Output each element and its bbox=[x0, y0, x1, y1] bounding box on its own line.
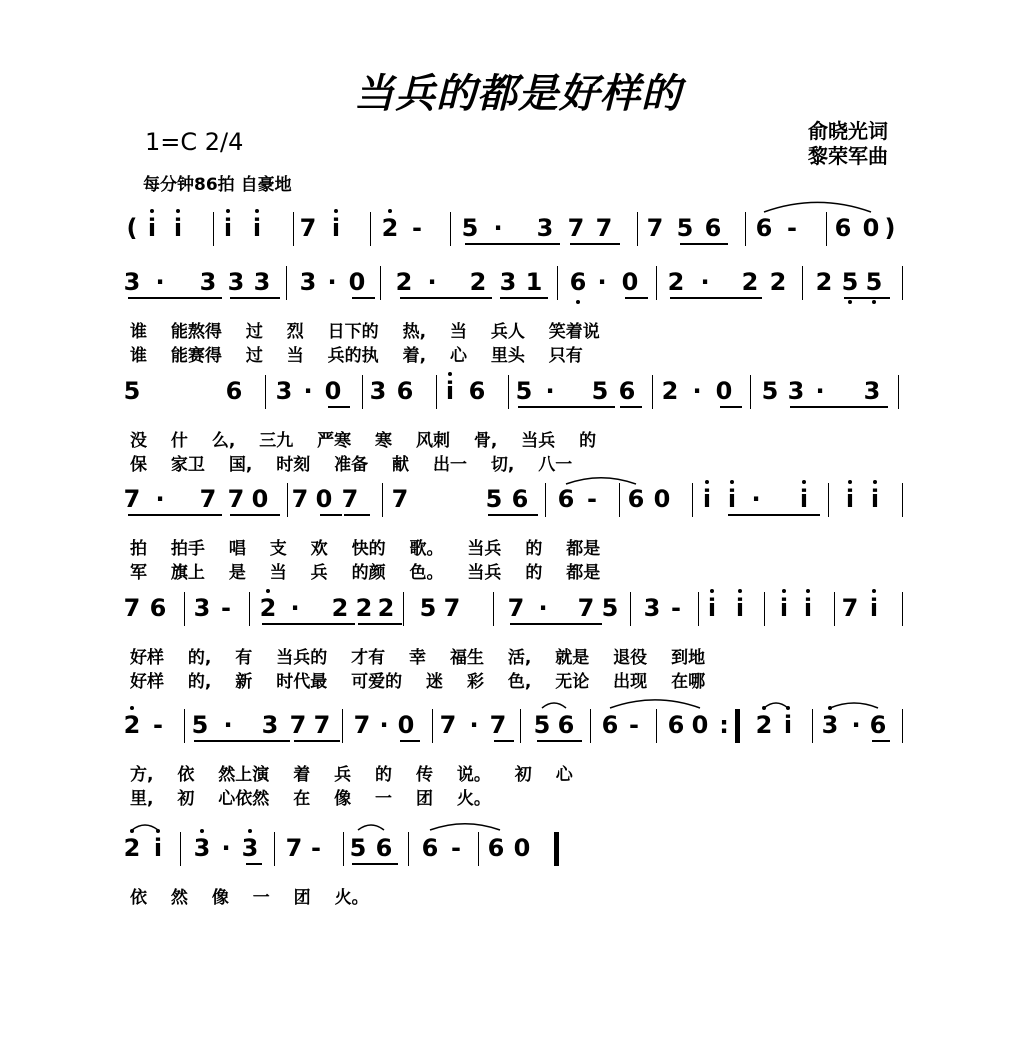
lyric-line: 没 什 么, 三九 严寒 寒 风刺 骨, 当兵 的 bbox=[130, 431, 597, 451]
lyricist: 俞晓光词 bbox=[808, 119, 888, 143]
lyric-line: 好样 的, 新 时代最 可爱的 迷 彩 色, 无论 出现 在哪 bbox=[130, 672, 706, 692]
jianpu-note: 2 bbox=[469, 268, 487, 296]
jianpu-note: · bbox=[223, 711, 233, 739]
jianpu-note: i bbox=[331, 214, 341, 242]
jianpu-note: 6 bbox=[375, 834, 393, 862]
jianpu-note: · bbox=[597, 268, 607, 296]
jianpu-note: · bbox=[427, 268, 437, 296]
jianpu-note: i bbox=[727, 485, 737, 513]
jianpu-note: 7 bbox=[289, 711, 307, 739]
jianpu-note: 5 bbox=[461, 214, 479, 242]
jianpu-note: 3 bbox=[863, 377, 881, 405]
lyric-line: 军 旗上 是 当 兵 的颜 色。 当兵 的 都是 bbox=[130, 563, 601, 583]
jianpu-note: 7 bbox=[507, 594, 525, 622]
jianpu-note: 0 bbox=[348, 268, 366, 296]
jianpu-note: 5 bbox=[515, 377, 533, 405]
lyric-line: 谁 能赛得 过 当 兵的执 着, 心 里头 只有 bbox=[130, 346, 583, 366]
jianpu-note: 2 bbox=[123, 711, 141, 739]
jianpu-note: 2 bbox=[355, 594, 373, 622]
jianpu-note: 0 bbox=[862, 214, 880, 242]
jianpu-note: i bbox=[147, 214, 157, 242]
jianpu-note: 0 bbox=[715, 377, 733, 405]
jianpu-note: 6 bbox=[755, 214, 773, 242]
key-signature: 1=C 2/4 bbox=[145, 128, 244, 156]
jianpu-note: 3 bbox=[275, 377, 293, 405]
jianpu-note: - bbox=[311, 834, 321, 862]
jianpu-note: 2 bbox=[741, 268, 759, 296]
jianpu-note: 2 bbox=[331, 594, 349, 622]
tie-arc bbox=[566, 478, 636, 484]
jianpu-note: 2 bbox=[661, 377, 679, 405]
jianpu-note: · bbox=[379, 711, 389, 739]
jianpu-note: - bbox=[671, 594, 681, 622]
lyric-line: 方, 依 然上演 着 兵 的 传 说。 初 心 bbox=[130, 765, 573, 785]
jianpu-note: 0 bbox=[653, 485, 671, 513]
jianpu-note: · bbox=[751, 485, 761, 513]
jianpu-note: 6 bbox=[396, 377, 414, 405]
jianpu-note: 0 bbox=[251, 485, 269, 513]
tie-arc bbox=[764, 202, 871, 212]
jianpu-note: 6 bbox=[149, 594, 167, 622]
tie-arc bbox=[132, 825, 158, 830]
tie-arc bbox=[430, 824, 500, 830]
jianpu-note: i bbox=[803, 594, 813, 622]
jianpu-note: · bbox=[327, 268, 337, 296]
jianpu-note: i bbox=[870, 485, 880, 513]
jianpu-note: 5 bbox=[761, 377, 779, 405]
jianpu-note: 6 bbox=[421, 834, 439, 862]
jianpu-note: 0 bbox=[513, 834, 531, 862]
jianpu-note: 3 bbox=[499, 268, 517, 296]
jianpu-note: i bbox=[173, 214, 183, 242]
jianpu-note: ( bbox=[126, 214, 138, 242]
lyric-line: 里, 初 心依然 在 像 一 团 火。 bbox=[130, 789, 491, 809]
jianpu-note: · bbox=[221, 834, 231, 862]
jianpu-note: 6 bbox=[704, 214, 722, 242]
jianpu-note: 5 bbox=[591, 377, 609, 405]
lyric-line: 依 然 像 一 团 火。 bbox=[130, 888, 369, 908]
jianpu-note: 3 bbox=[199, 268, 217, 296]
jianpu-note: - bbox=[412, 214, 422, 242]
jianpu-note: 6 bbox=[511, 485, 529, 513]
jianpu-note: - bbox=[451, 834, 461, 862]
jianpu-note: i bbox=[779, 594, 789, 622]
jianpu-note: 7 bbox=[646, 214, 664, 242]
lyric-line: 保 家卫 国, 时刻 准备 献 出一 切, 八一 bbox=[130, 455, 573, 475]
jianpu-note: · bbox=[815, 377, 825, 405]
jianpu-note: 6 bbox=[869, 711, 887, 739]
jianpu-note: 3 bbox=[227, 268, 245, 296]
jianpu-note: 5 bbox=[485, 485, 503, 513]
jianpu-note: ) bbox=[884, 214, 896, 242]
jianpu-note: - bbox=[153, 711, 163, 739]
jianpu-note: i bbox=[783, 711, 793, 739]
jianpu-note: · bbox=[700, 268, 710, 296]
jianpu-note: i bbox=[223, 214, 233, 242]
jianpu-note: 3 bbox=[369, 377, 387, 405]
jianpu-note: 5 bbox=[419, 594, 437, 622]
jianpu-note: 2 bbox=[755, 711, 773, 739]
tie-arc bbox=[542, 703, 566, 708]
jianpu-note: - bbox=[629, 711, 639, 739]
jianpu-note: i bbox=[153, 834, 163, 862]
jianpu-note: 6 bbox=[468, 377, 486, 405]
lyric-line: 好样 的, 有 当兵的 才有 幸 福生 活, 就是 退役 到地 bbox=[130, 648, 706, 668]
jianpu-note: 3 bbox=[193, 594, 211, 622]
jianpu-note: 5 bbox=[601, 594, 619, 622]
jianpu-note: i bbox=[252, 214, 262, 242]
jianpu-note: · bbox=[851, 711, 861, 739]
jianpu-note: 3 bbox=[299, 268, 317, 296]
jianpu-note: 3 bbox=[193, 834, 211, 862]
tie-arc bbox=[358, 825, 384, 830]
jianpu-note: - bbox=[221, 594, 231, 622]
jianpu-note: 5 bbox=[676, 214, 694, 242]
jianpu-note: 7 bbox=[567, 214, 585, 242]
jianpu-note: 6 bbox=[557, 711, 575, 739]
tempo-marking: 每分钟86拍 自豪地 bbox=[143, 175, 292, 195]
jianpu-note: i bbox=[445, 377, 455, 405]
jianpu-note: 7 bbox=[353, 711, 371, 739]
jianpu-note: i bbox=[799, 485, 809, 513]
jianpu-note: · bbox=[155, 268, 165, 296]
jianpu-note: 6 bbox=[225, 377, 243, 405]
jianpu-note: 7 bbox=[123, 594, 141, 622]
jianpu-note: 1 bbox=[525, 268, 543, 296]
jianpu-note: 7 bbox=[439, 711, 457, 739]
jianpu-note: 7 bbox=[577, 594, 595, 622]
jianpu-note: 2 bbox=[769, 268, 787, 296]
composer: 黎荣军曲 bbox=[808, 144, 888, 168]
jianpu-note: 7 bbox=[489, 711, 507, 739]
jianpu-note: 6 bbox=[487, 834, 505, 862]
jianpu-note: · bbox=[545, 377, 555, 405]
jianpu-note: 2 bbox=[123, 834, 141, 862]
jianpu-note: 3 bbox=[787, 377, 805, 405]
jianpu-note: 2 bbox=[259, 594, 277, 622]
jianpu-note: 0 bbox=[315, 485, 333, 513]
jianpu-note: i bbox=[845, 485, 855, 513]
jianpu-note: 2 bbox=[395, 268, 413, 296]
jianpu-note: 2 bbox=[377, 594, 395, 622]
jianpu-note: · bbox=[692, 377, 702, 405]
jianpu-note: : bbox=[719, 711, 729, 739]
jianpu-note: 7 bbox=[595, 214, 613, 242]
jianpu-note: 6 bbox=[618, 377, 636, 405]
jianpu-note: - bbox=[787, 214, 797, 242]
jianpu-note: i bbox=[869, 594, 879, 622]
jianpu-note: 7 bbox=[341, 485, 359, 513]
jianpu-note: 7 bbox=[291, 485, 309, 513]
jianpu-note: · bbox=[493, 214, 503, 242]
jianpu-note: 5 bbox=[191, 711, 209, 739]
jianpu-note: 7 bbox=[313, 711, 331, 739]
tie-arc bbox=[764, 703, 788, 708]
jianpu-note: 7 bbox=[285, 834, 303, 862]
jianpu-note: 2 bbox=[381, 214, 399, 242]
jianpu-note: 5 bbox=[865, 268, 883, 296]
jianpu-note: 6 bbox=[627, 485, 645, 513]
jianpu-note: 3 bbox=[241, 834, 259, 862]
jianpu-note: 3 bbox=[123, 268, 141, 296]
jianpu-note: 5 bbox=[533, 711, 551, 739]
jianpu-note: · bbox=[290, 594, 300, 622]
jianpu-note: 6 bbox=[667, 711, 685, 739]
tie-arc bbox=[830, 703, 878, 708]
jianpu-note: 5 bbox=[349, 834, 367, 862]
jianpu-note: 2 bbox=[667, 268, 685, 296]
jianpu-note: 6 bbox=[569, 268, 587, 296]
jianpu-note: 3 bbox=[261, 711, 279, 739]
jianpu-note: · bbox=[469, 711, 479, 739]
jianpu-note: 0 bbox=[324, 377, 342, 405]
jianpu-note: 7 bbox=[227, 485, 245, 513]
jianpu-note: 6 bbox=[834, 214, 852, 242]
jianpu-note: 0 bbox=[621, 268, 639, 296]
jianpu-note: 7 bbox=[391, 485, 409, 513]
song-title: 当兵的都是好样的 bbox=[354, 70, 682, 117]
tie-arc bbox=[610, 700, 700, 708]
jianpu-note: · bbox=[303, 377, 313, 405]
jianpu-note: 5 bbox=[841, 268, 859, 296]
jianpu-note: 3 bbox=[821, 711, 839, 739]
jianpu-note: 0 bbox=[691, 711, 709, 739]
jianpu-note: 6 bbox=[601, 711, 619, 739]
jianpu-note: 3 bbox=[643, 594, 661, 622]
jianpu-note: 6 bbox=[557, 485, 575, 513]
jianpu-note: 7 bbox=[199, 485, 217, 513]
jianpu-note: i bbox=[702, 485, 712, 513]
jianpu-note: - bbox=[587, 485, 597, 513]
jianpu-note: · bbox=[155, 485, 165, 513]
jianpu-note: i bbox=[735, 594, 745, 622]
lyric-line: 拍 拍手 唱 支 欢 快的 歌。 当兵 的 都是 bbox=[130, 539, 601, 559]
jianpu-note: 5 bbox=[123, 377, 141, 405]
jianpu-note: · bbox=[538, 594, 548, 622]
jianpu-note: 7 bbox=[299, 214, 317, 242]
jianpu-note: 7 bbox=[123, 485, 141, 513]
jianpu-note: 7 bbox=[841, 594, 859, 622]
jianpu-note: i bbox=[707, 594, 717, 622]
jianpu-note: 2 bbox=[815, 268, 833, 296]
lyric-line: 谁 能熬得 过 烈 日下的 热, 当 兵人 笑着说 bbox=[130, 322, 600, 342]
jianpu-note: 3 bbox=[253, 268, 271, 296]
jianpu-note: 3 bbox=[536, 214, 554, 242]
jianpu-note: 7 bbox=[443, 594, 461, 622]
jianpu-note: 0 bbox=[397, 711, 415, 739]
